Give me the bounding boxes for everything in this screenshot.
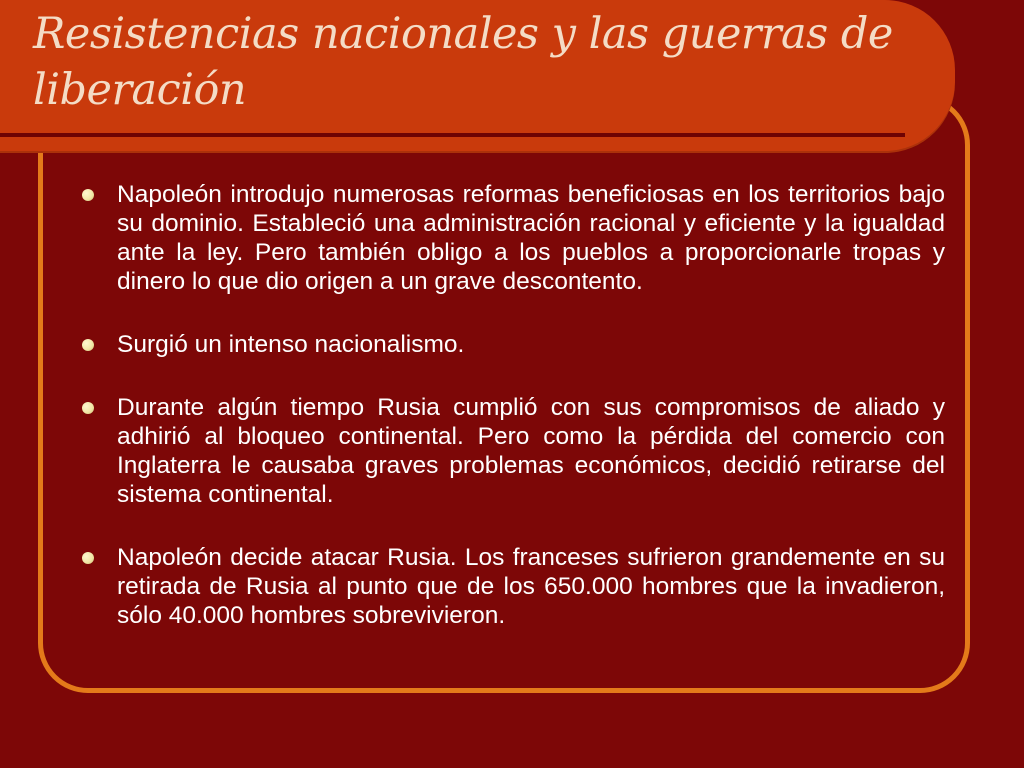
slide-content	[70, 180, 945, 664]
bullet-dot-icon	[82, 552, 94, 564]
title-underline	[0, 133, 905, 137]
bullet-dot-icon	[82, 189, 94, 201]
bullet-text: Napoleón decide atacar Rusia. Los franceses sufrieron grandemente en su retirada de Rusia al punto que de los 650.000 hombres que la invadieron, sólo 40.000 hombres sobrevivieron.	[117, 544, 945, 629]
bullet-text: Surgió un intenso nacionalismo.	[117, 331, 465, 358]
bullet-item	[70, 180, 945, 296]
bullet-dot-icon	[82, 402, 94, 414]
slide-title: Resistencias nacionales y las guerras de liberación	[33, 9, 893, 115]
bullet-text: Durante algún tiempo Rusia cumplió con sus compromisos de aliado y adhirió al bloqueo continental. Pero como la pérdida del comercio con Inglaterra le causaba graves problemas económicos, decidió retirarse del sistema continental.	[117, 394, 945, 508]
bullet-list	[70, 180, 945, 630]
bullet-item	[70, 330, 945, 359]
bullet-item	[70, 393, 945, 509]
bullet-text: Napoleón introdujo numerosas reformas beneficiosas en los territorios bajo su dominio. Estableció una administración racional y eficiente y la igualdad ante la ley. Pero también obligo a los pueblos a proporcionarle tropas y dinero lo que dio origen a un grave descontento.	[117, 181, 945, 295]
bullet-dot-icon	[82, 339, 94, 351]
bullet-item	[70, 543, 945, 630]
